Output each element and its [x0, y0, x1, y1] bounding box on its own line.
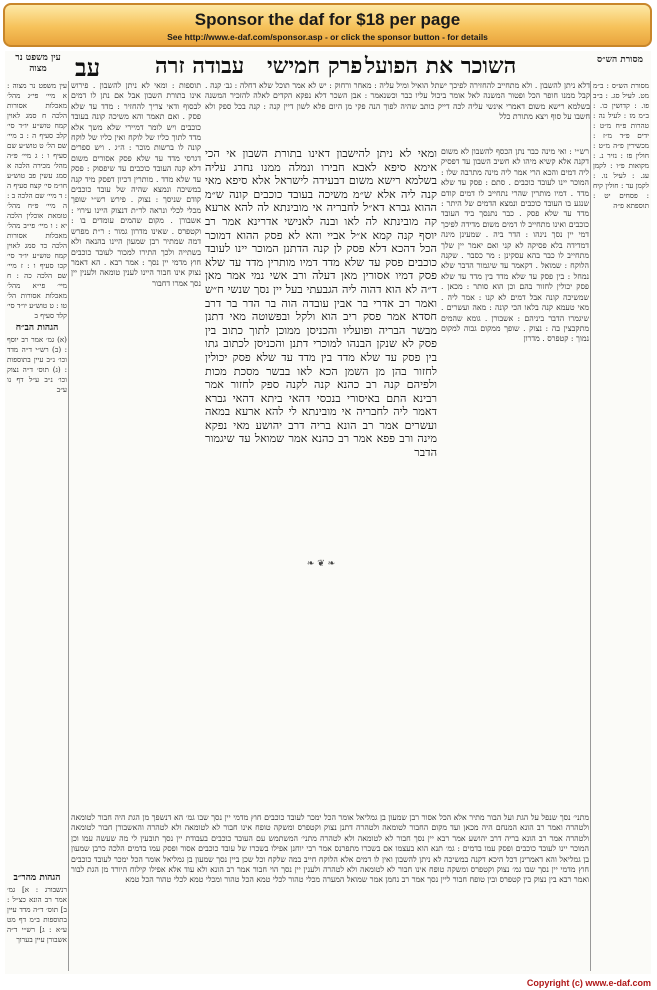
hagahot-habach-text: (א) גמ׳ אמר רב יוסף : (ב) רש״י ד״ה מדד וכו׳ נ״ב עיין בתוספות : (ג) תוס׳ ד״ה נצוק וכו׳ נ״ב ע״ל דף נו ע״ב	[7, 335, 67, 394]
ein-mishpat-column	[7, 81, 67, 841]
daf-number: עב	[75, 53, 101, 82]
bottom-commentary-text: מתני׳ המשתמש עם העובד כוכבים בעבודת יין נסך תובעין לי מה שעשה עמו וכן המוכר יינו לעובד כוכבים ופסק עמו בדמים : גמ׳ תנא הוא בעצמו אם בשכרו מתפרנס אמר רבי יוחנן אפילו בשכרו של עובד כוכבים אסור ופסק עמו בדמים הלכה כרבן שמעון בן גמליאל והא דאמרינן דכל היכא דקנה במשיכה לא ניתן להשבון ואין לו דמים אלא הלוקח חייב במה שלקח וכל שכן ביין נסך שמעון בן גמליאל אומר הכל ימכר לעובד כוכבים חוץ מדמי יין נסך שבו גמ׳ נצוק וקטפרס ומשקה טופח אינו חבור לא לטומאה ולא לטהרה ולענין יין נסך הוי חבור אמר רב הונא ולא עוד אלא אפילו קילוח היורד מן הגת לבור ואמר רבא בין נצוק בין קטפרס ובין טופח חבור ליין נסך אמר רב נחמן אמר שמואל המערה מכלי טהור לכלי טמא הכל טהור ומכלי טמא לכלי טהור הכל טמא	[71, 833, 589, 885]
ein-mishpat-text: עין משפט נר מצוה : א מיי׳ פי״ג מהל׳ מאכלות אסורות הלכה ח סמג לאוין קמח טוש״ע יו״ד סי׳ קלב סעיף ה : ב מיי׳ שם הל׳ ט טוש״ע שם סעיף ו : ג מיי׳ פ״ה מהל׳ מכירה הלכה א סמג עשין פב טוש״ע חו״מ סי׳ קצח סעיף ה : ד מיי׳ שם הלכה ב : ה מיי׳ פ״ח מהל׳ טומאת אוכלין הלכה יא : ו מיי׳ פי״ב מהל׳ מאכלות אסורות הלכה כד סמג לאוין קמח טוש״ע יו״ד סי׳ קכו סעיף ו : ז מיי׳ שם הלכה כה : ח מיי׳ פי״א מהל׳ מאכלות אסורות הל׳ טו : ט טוש״ע יו״ד סי׳ קלד סעיף ב	[7, 81, 67, 320]
masoret-hashas-column: מסורת הש״ס : ב״מ מט. לעיל סג. : ב״ב פו. : קדושין כו. : ב״מ מז : לעיל נה : טהרות פ״ח מ״ט : ידים פ״ד מ״ז : מכשירין פ״ה מ״ט : חולין פז : נזיר נ. : מקואות פ״ו : לקמן עג. : לעיל נו. : לקמן עד : חולין קיח : פסחים יט : תוספתא פ״ה	[593, 81, 649, 210]
rashi-commentary: רש״י : ואי מינה כבר נתן הכסף להשבון לא משום דקנה אלא קשיא מיהו לא חשיב השבון עד דפסיק ליה דמים והכא הרי אמר ליה מינה מתרבה שלו : המוכר יינו לעובד כוכבים . סתם : פסק עד שלא מדד . דמיו מותרין שהרי נתחייב לו דמים קודם שנגע בו העובד כוכבים ונמצא הדמים של היתר : מדד עד שלא פסק . כבר נתנסך ביד העובד כוכבים ואינו מתחייב לו דמים משום מדידה לפיכך דמי יין נסך נינהו : הדר ביה . שמעינן מינה דמדידה בלא פסיקה לא קני ואם יאמר יין שלך מתחייב לו כבר בהא עסקינן : מר כסבר . שקנה הלוקח : שמואל . דקאמר עד שיגמור הדבר שלא נמחל : בין פסק עד שלא מדד בין מדד עד שלא פסק יכולין לחזור בהם וכן הוא סותר : מכאן . שמשיכה קונה אבל דמים לא קנו : אמר ליה . מאי טעמא קנה בלאו הכי קונה : מאה ועשרים . שיגמרו הדבר ביניהם : אשבורן . גומא שהמים מתקבצין בה : נצוק . שופך ממקום גבוה למקום נמוך : קטפרס . מדרון	[441, 147, 589, 344]
chapter-number: פרק חמישי	[267, 53, 363, 79]
section-divider-ornament: ❧ ❦ ❧	[306, 559, 336, 569]
column-rule-right	[590, 81, 591, 971]
hagahot-maharab-column	[7, 871, 67, 971]
chapter-name: השוכר את הפועל	[365, 53, 517, 79]
gemara-text-part-1: ומאי לא ניתן להישבון דאינו בתורת השבון אי הכי אימא סיפא לאבא חבירו ונמלה ממנו נחרג עליה בשלמא רישא משום דבעידה לישראל אלא סיפא מאי קנה ליה אלא ש״מ משיכה בעובד כוכבים קונה ש״מ ההוא גברא דא״ל לחבריה אי מובינתא לה להא ארעא קה מובינתא לה לאו ובנה לאנישי אדרינא אמר רב יוסף קנה קמא א״ל אביי והא לא פסק ההוא דמוכר הכל דהכא דלא פסק לן קנה הדתנן המוכר יינו לעובד כוכבים פסק עד שלא מדד דמיו מותרין מדד עד שלא פסק דמיו אסורין מאן דעלה ורב אשי נמי אמר מאן ד״ה לא הוא דהוה ליה הגבעתי בעל יין נסך שנשי ח״ש ואמר רב אדרי בר אבין עובדה הוה בר הדר בר דרב חסדא אמר פסק ריב הוא ולקל ובפשוטה מאי דתנן מבשר הבריה ופועליו והכניסן ממוכן לתוך כתוב בין פסק לא שנקן הבנהו למוכרי דתנן והכניסן לכתוב גתו בין פסק עד שלא מדד בין מדד עד שלא פסק יכולין לחזור בהן מן השמן הכא לאו בבשר מסכת מכות ולפיהם קנה רב כהנא קנה לקנה ספק לחזור אמר רבינא התם באיסורי בנכסי דהאי ביתא דהאי גברא דאמר ליה לחבריה אי מובינתא לי להא ארעא במאה ועשרים אמר רב הונא בריה דרב יהושע מאי נפקא מינה ורב פפא אמר רב כהנא אמר שמואל עד שיגמור הדבר	[205, 147, 437, 460]
column-rule-left	[68, 81, 69, 971]
ein-mishpat-label: עין משפט נר מצוה	[15, 53, 61, 74]
hagahot-habach-label: הגהות הב״ח	[15, 323, 59, 333]
bottom-text-block	[71, 813, 589, 971]
gemara-main-text	[205, 147, 437, 809]
tosafot-commentary: תוספות : ומאי לא ניתן להשבון . פירוש אינו בתורת השבון אבל אם נתן לו דמים לבסוף ודאי צריך להחזיר : מדד עד שלא פסק . ואם תאמר והא משיכה קונה בעובד כוכבים ויש לומר דמיירי שלא משך אלא מדד לתוך כליו של לוקח ואין כליו של לוקח קונה לו ברשות מוכר : ה״ג . ויש ספרים דגרסי מדד עד שלא פסק אסורים משום דלא קנה העובד כוכבים עד שיפסוק : פסק עד שלא מדד . מותרין דכיון דפסק מיד קנה במשיכה ונמצא שהיה של עובד כוכבים קודם שניסך : נצוק . פירש רש״י שופך מכלי לכלי ונראה לר״ת דנצוק היינו עירוי : אשבורן . מקום שהמים עומדים בו : וקטפרס . שאינו מדרון גמור : ר״ת מפרש דמה שמתיר רבן שמעון היינו בהנאה ולא בשתייה ולכך התירו למכור לעובד כוכבים חוץ מדמי יין נסך : אמר רבא . הא דאמר נצוק אינו חבור היינו לענין טומאה ולענין יין נסך אמרו דחבור	[71, 81, 201, 288]
talmud-page	[5, 51, 651, 974]
sponsor-banner[interactable]	[3, 3, 652, 47]
mishnah-bottom-text: מתני׳ נסך שנפל על הגת ועל הבור מתיר אלא הכל אסור רבן שמעון בן גמליאל אומר הכל ימכר לעובד כוכבים חוץ מדמי יין נסך שבו גמ׳ הא דנשפך מן הגת היה חבור לטומאה ולטהרה ואמר רב הונא המנחם היה מכאן ועד מקום החבור לטומאה ולטהרה דתנן נצוק וקטפרס ומשקה טופח אינו חבור לא לטומאה ולא לטהרה והאשבורן חבור לטומאה ולטהרה אמר רב הונא בריה דרב יהושע אמר רבא יין נסך חבור לא לטומאה ולא לטהרה	[71, 813, 589, 843]
hagahot-maharab-text: רנשבורג : א] גמ׳ אמר רב הונא כצ״ל : ב] תוס׳ ד״ה מדד עיין בתוספות ב״מ דף מט ע״א : ג] רש״י ד״ה אשבורן עיין בערוך	[7, 885, 67, 944]
masoret-hashas-label: מסורת הש״ס	[597, 55, 643, 65]
sponsor-banner-subtitle: See http://www.e-daf.com/sponsor.asp - or click the sponsor button - for details	[167, 32, 488, 42]
rashi-top-commentary: דלא ניתן להשבון . ולא מתחייב להחזירה לפיכך ישתל הואיל ומיל עליה : מאחר ורחוק : יש לא אמר תוכל שלא דחלה : גב׳ קנה . קבל ממנו חופר הכל ופטור המשנה לאל אומר ביכול עליו כבר וכשנאמר : אבן השכר דלא נפקא הקדים לאלה להזכיר המשנה בשלמא רישא משום דאמרי אינשי עליה לכה דייק כותב שהיה לפוך הנה פקי מן היום פלא לשון דיין קנה : קנה בכל ספק ולא חשבו על סוף ויצא מתורת כלל	[205, 81, 590, 122]
page-header	[5, 51, 651, 85]
sponsor-banner-title[interactable]: Sponsor the daf for $18 per page	[194, 10, 461, 29]
copyright-link[interactable]: Copyright (c) www.e-daf.com	[526, 978, 651, 988]
tractate-name: עבודה זרה	[155, 53, 245, 79]
hagahot-maharab-label: הגהות מהר״ב	[13, 873, 61, 883]
